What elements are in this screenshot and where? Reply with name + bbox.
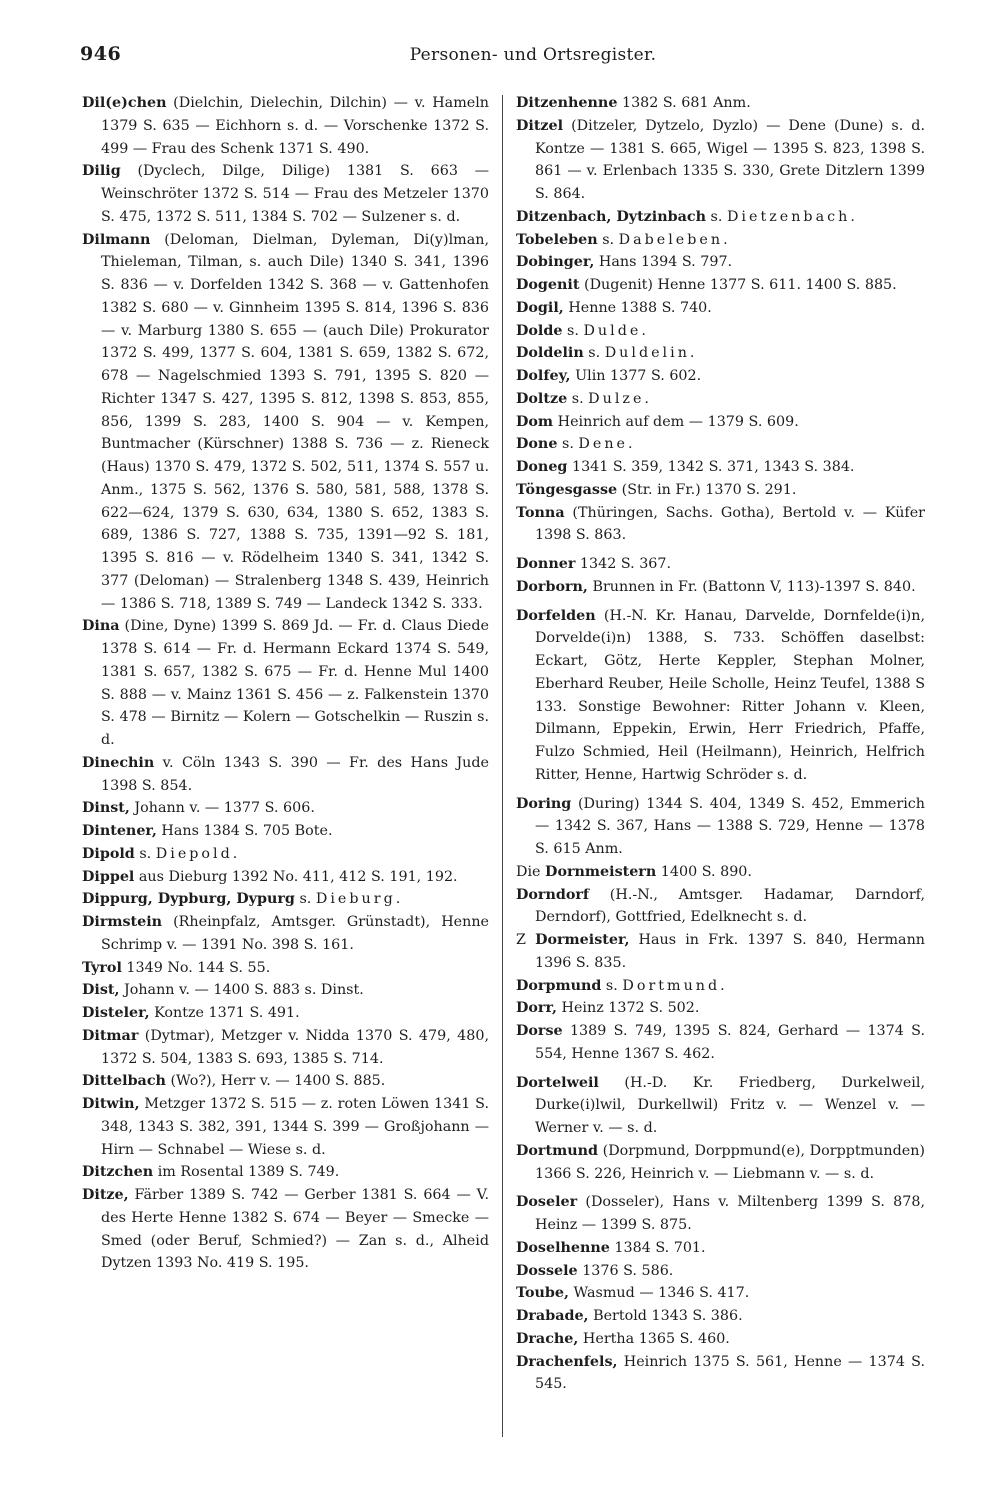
entry-text: Hans 1394 S. 797. <box>594 254 733 271</box>
entry-headword: Ditzchen <box>82 1164 154 1181</box>
index-entry <box>82 820 489 843</box>
index-entry <box>516 115 925 206</box>
page-header <box>80 43 926 71</box>
page-number: 946 <box>80 43 122 65</box>
index-entry <box>82 1161 489 1184</box>
entry-headword: Doneg <box>516 459 568 475</box>
entry-text: Brunnen in Fr. (Battonn V, 113)-1397 S. 840. <box>587 578 916 595</box>
entry-text: Heinz 1372 S. 502. <box>556 1000 700 1017</box>
entry-text: (Ditzeler, Dytzelo, Dyzlo) — Dene (Dune) s. d. Kontze — 1381 S. 665, Wigel — 1395 S. 823, 1398 S. 861 — v. Erlenbach 1335 S. 330, Grete Ditzlern 1399 S. 864. <box>535 117 925 202</box>
index-entry <box>516 320 925 343</box>
entry-headword: Tobeleben <box>516 231 598 248</box>
entry-text: Metzger 1372 S. 515 — z. roten Löwen 1341 S. 348, 1343 S. 382, 391, 1344 S. 399 — Großjohann — Hirn — Schnabel — Wiese s. d. <box>101 1096 489 1158</box>
index-entry <box>516 1191 925 1237</box>
entry-headword: Ditwin, <box>82 1096 140 1112</box>
index-entry <box>516 1140 925 1186</box>
entry-text: (Wo?), Herr v. — 1400 S. 885. <box>165 1073 386 1090</box>
index-entry <box>82 866 489 889</box>
entry-headword: Tonna <box>516 504 565 521</box>
entry-tail: . <box>723 231 728 248</box>
entry-headword: Drache, <box>516 1330 579 1347</box>
entry-headword: Dist, <box>82 982 120 999</box>
index-entry <box>82 797 489 820</box>
entry-text: (H.-D. Kr. Friedberg, Durkelweil, Durke(i)lwil, Durkellwil) Fritz v. — Wenzel v. — Werner v. — s. d. <box>535 1074 925 1136</box>
entry-crossref: Duldelin <box>604 345 690 362</box>
entry-headword: Dorse <box>516 1023 563 1039</box>
entry-headword: Ditzel <box>516 117 564 134</box>
entry-text: s. <box>134 845 156 862</box>
entry-crossref: Dortmund <box>622 977 721 994</box>
entry-text: s. <box>597 231 619 248</box>
entry-headword: Doldelin <box>516 345 584 362</box>
entry-headword: Doselhenne <box>516 1239 610 1256</box>
entry-headword: Dippel <box>82 868 135 885</box>
index-entry <box>82 229 489 616</box>
entry-tail: . <box>720 977 725 994</box>
entry-text: Kontze 1371 S. 491. <box>149 1005 300 1021</box>
entry-headword: Tyrol <box>82 959 122 976</box>
entry-text: (Dytmar), Metzger v. Nidda 1370 S. 479, 480, 1372 S. 504, 1383 S. 693, 1385 S. 714. <box>101 1027 489 1067</box>
entry-text: s. <box>557 436 579 453</box>
entry-tail: . <box>689 345 695 362</box>
entry-headword: Dorndorf <box>516 886 590 903</box>
entry-headword: Doring <box>516 795 572 812</box>
entry-headword: Ditmar <box>82 1027 139 1044</box>
entry-tail: . <box>641 322 646 339</box>
entry-text: Hans 1384 S. 705 Bote. <box>156 823 333 839</box>
entry-headword: Dintener, <box>82 823 157 839</box>
index-entry <box>516 553 925 576</box>
index-entry <box>516 605 925 787</box>
entry-prefix: Die <box>516 863 546 880</box>
entry-text: (Dosseler), Hans v. Miltenberg 1399 S. 878, Heinz — 1399 S. 875. <box>535 1194 925 1233</box>
entry-headword: Dirmstein <box>82 914 163 930</box>
entry-headword: Doseler <box>516 1194 578 1211</box>
index-entry <box>516 1260 925 1283</box>
entry-tail: . <box>850 208 855 225</box>
entry-crossref: Dulde <box>583 322 642 339</box>
entry-headword: Dipold <box>82 845 135 862</box>
index-entry <box>82 911 489 957</box>
index-entry <box>516 997 925 1020</box>
index-entry <box>516 411 925 434</box>
entry-text: (H.-N., Amtsger. Hadamar, Darndorf, Derndorf), Gottfried, Edelknecht s. d. <box>535 886 925 926</box>
column-divider <box>502 95 503 1437</box>
entry-headword: Disteler, <box>82 1005 150 1021</box>
entry-crossref: Dene <box>578 436 629 453</box>
index-entry <box>82 92 489 160</box>
entry-text: (H.-N. Kr. Hanau, Darvelde, Dornfelde(i)n, Dorvelde(i)n) 1388, S. 733. Schöffen daselbst: Eckart, Götz, Herte Keppler, Stephan Molner, Eberhard Reuber, Heile Scholle, Heinz Teufel, 1388 S 133. Sonstige Bewohner: Ritter Johann v. Kleen, Dilmann, Eppekin, Erwin, Herr Friedrich, Pfaffe, Fulzo Schmied, Heil (Heilmann), Heinrich, Helfrich Ritter, Henne, Hartwig Schröder s. d. <box>535 607 925 783</box>
index-entry <box>516 456 925 479</box>
entry-headword: Dogenit <box>516 277 580 293</box>
entry-headword: Ditzenbach, Dytzinbach <box>516 208 706 225</box>
entry-headword: Toube, <box>516 1285 569 1302</box>
entry-text: Heinrich 1375 S. 561, Henne — 1374 S. 545. <box>535 1353 925 1393</box>
entry-headword: Dorborn, <box>516 578 588 595</box>
entry-headword: Dippurg, Dypburg, Dypurg <box>82 891 295 908</box>
entry-text: Ulin 1377 S. 602. <box>570 368 702 384</box>
entry-text: 1376 S. 586. <box>577 1262 674 1279</box>
entry-text: Hertha 1365 S. 460. <box>578 1330 730 1347</box>
entry-headword: Dilig <box>82 163 121 180</box>
index-entry <box>516 388 925 411</box>
entry-text: (During) 1344 S. 404, 1349 S. 452, Emmerich — 1342 S. 367, Hans — 1388 S. 729, Henne — 1378 S. 615 Anm. <box>535 795 925 857</box>
entry-crossref: Dulze <box>588 390 645 407</box>
index-entry <box>516 1351 925 1397</box>
left-column <box>82 92 489 1275</box>
entry-text: 1349 No. 144 S. 55. <box>121 959 271 976</box>
entry-text: s. <box>567 390 589 407</box>
index-entry <box>516 975 925 998</box>
index-entry <box>82 615 489 752</box>
entry-text: (Thüringen, Sachs. Gotha), Bertold v. — Küfer 1398 S. 863. <box>535 504 925 544</box>
index-entry <box>516 1237 925 1260</box>
entry-headword: Drachenfels, <box>516 1353 618 1370</box>
entry-text: (Rheinpfalz, Amtsger. Grünstadt), Henne Schrimp v. — 1391 No. 398 S. 161. <box>101 914 489 953</box>
entry-headword: Ditze, <box>82 1187 129 1203</box>
index-entry <box>82 1002 489 1025</box>
index-entry <box>516 1328 925 1351</box>
entry-text: s. <box>562 322 584 339</box>
entry-text: 1384 S. 701. <box>609 1239 706 1256</box>
index-entry <box>516 1072 925 1140</box>
entry-headword: Dittelbach <box>82 1073 166 1090</box>
entry-headword: Dornmeistern <box>545 863 657 880</box>
entry-text: Haus in Frk. 1397 S. 840, Hermann 1396 S. 835. <box>535 932 925 971</box>
entry-headword: Dossele <box>516 1262 578 1279</box>
index-entry <box>516 1020 925 1066</box>
entry-text: Bertold 1343 S. 386. <box>588 1308 743 1324</box>
index-entry <box>516 884 925 930</box>
index-entry <box>516 793 925 861</box>
entry-headword: Dinechin <box>82 754 155 771</box>
index-entry <box>516 297 925 320</box>
entry-headword: Dina <box>82 618 120 635</box>
entry-text: v. Cöln 1343 S. 390 — Fr. des Hans Jude 1398 S. 854. <box>101 754 489 794</box>
entry-text: (Dugenit) Henne 1377 S. 611. 1400 S. 885. <box>579 277 897 293</box>
entry-tail: . <box>628 436 633 453</box>
entry-text: (Dorpmund, Dorppmund(e), Dorpptmunden) 1366 S. 226, Heinrich v. — Liebmann v. — s. d. <box>535 1142 925 1182</box>
index-entry <box>82 160 489 228</box>
entry-text: 1400 S. 890. <box>656 863 752 880</box>
index-entry <box>516 342 925 365</box>
index-entry <box>516 92 925 115</box>
entry-headword: Töngesgasse <box>516 481 618 498</box>
entry-headword: Dom <box>516 413 554 430</box>
index-entry <box>516 929 925 975</box>
entry-crossref: Diepold <box>155 845 233 862</box>
entry-headword: Dogil, <box>516 299 564 316</box>
entry-crossref: Dieburg <box>315 891 396 908</box>
index-entry <box>82 1093 489 1161</box>
index-entry <box>82 1025 489 1071</box>
entry-tail: . <box>395 891 401 908</box>
entry-headword: Doltze <box>516 390 568 407</box>
entry-tail: . <box>232 845 238 862</box>
entry-headword: Dinst, <box>82 800 130 817</box>
entry-text: Johann v. — 1377 S. 606. <box>129 800 315 817</box>
entry-headword: Dortmund <box>516 1142 598 1159</box>
entry-text: (Str. in Fr.) 1370 S. 291. <box>617 481 797 498</box>
entry-headword: Dorr, <box>516 1000 557 1017</box>
index-entry <box>82 752 489 798</box>
running-title: Personen- und Ortsregister. <box>409 45 657 65</box>
entry-headword: Dilmann <box>82 231 151 248</box>
entry-headword: Done <box>516 436 558 453</box>
entry-text: 1341 S. 359, 1342 S. 371, 1343 S. 384. <box>567 459 855 475</box>
entry-text: Johann v. — 1400 S. 883 s. Dinst. <box>119 982 364 999</box>
entry-crossref: Dietzenbach <box>726 208 851 225</box>
entry-text: aus Dieburg 1392 No. 411, 412 S. 191, 192. <box>134 868 458 885</box>
index-entry <box>82 1184 489 1275</box>
index-entry <box>82 843 489 866</box>
index-entry <box>516 229 925 252</box>
entry-tail: . <box>644 390 649 407</box>
entry-text: (Dine, Dyne) 1399 S. 869 Jd. — Fr. d. Claus Diede 1378 S. 614 — Fr. d. Hermann Eckard 1374 S. 549, 1381 S. 657, 1382 S. 675 — Fr. d. Henne Mul 1400 S. 888 — v. Mainz 1361 S. 456 — z. Falkenstein 1370 S. 478 — Birnitz — Kolern — Gotschelkin — Ruszin s. d. <box>101 618 489 748</box>
index-entry <box>82 888 489 911</box>
right-column <box>516 92 925 1396</box>
index-entry <box>82 1070 489 1093</box>
entry-headword: Dobinger, <box>516 254 595 271</box>
entry-headword: Donner <box>516 556 576 572</box>
entry-text: s. <box>601 977 623 994</box>
index-entry <box>516 365 925 388</box>
entry-text: 1342 S. 367. <box>575 556 672 572</box>
entry-headword: Ditzenhenne <box>516 95 618 111</box>
entry-prefix: Z <box>516 932 536 948</box>
entry-text: s. <box>294 891 316 908</box>
entry-headword: Dorpmund <box>516 977 602 994</box>
index-entry <box>516 274 925 297</box>
index-entry <box>516 502 925 548</box>
entry-text: (Dyclech, Dilge, Dilige) 1381 S. 663 — Weinschröter 1372 S. 514 — Frau des Metzeler 1370 S. 475, 1372 S. 511, 1384 S. 702 — Sulzener s. d. <box>101 163 489 225</box>
entry-text: 1382 S. 681 Anm. <box>617 95 751 111</box>
index-entry <box>516 576 925 599</box>
entry-text: Färber 1389 S. 742 — Gerber 1381 S. 664 — V. des Herte Henne 1382 S. 674 — Beyer — Smecke — Smed (oder Beruf, Schmied?) — Zan s. d., Alheid Dytzen 1393 No. 419 S. 195. <box>101 1187 489 1272</box>
index-entry <box>516 1282 925 1305</box>
index-entry <box>516 433 925 456</box>
entry-headword: Dorfelden <box>516 607 596 624</box>
entry-headword: Dil(e)chen <box>82 95 167 111</box>
entry-headword: Dolfey, <box>516 368 571 384</box>
index-entry <box>516 251 925 274</box>
entry-headword: Dormeister, <box>535 932 630 948</box>
entry-text: Heinrich auf dem — 1379 S. 609. <box>553 413 799 430</box>
entry-crossref: Dabeleben <box>618 231 724 248</box>
index-entry <box>516 861 925 884</box>
entry-text: (Deloman, Dielman, Dyleman, Di(y)lman, Thieleman, Tilman, s. auch Dile) 1340 S. 341, 1396 S. 836 — v. Dorfelden 1342 S. 368 — v. Gattenhofen 1382 S. 680 — v. Ginnheim 1395 S. 814, 1396 S. 836 — v. Marburg 1380 S. 655 — (auch Dile) Prokurator 1372 S. 499, 1377 S. 604, 1381 S. 659, 1382 S. 672, 678 — Nagelschmied 1393 S. 791, 1395 S. 820 — Richter 1347 S. 427, 1395 S. 812, 1398 S. 853, 855, 856, 1399 S. 283, 1400 S. 904 — v. Kempen, Buntmacher (Kürschner) 1388 S. 736 — z. Rieneck (Haus) 1370 S. 479, 1372 S. 502, 511, 1374 S. 557 u. Anm., 1375 S. 562, 1376 S. 580, 581, 588, 1378 S. 622—624, 1379 S. 630, 634, 1380 S. 652, 1383 S. 689, 1386 S. 727, 1388 S. 735, 1391—92 S. 181, 1395 S. 816 — v. Rödelheim 1340 S. 341, 1342 S. 377 (Deloman) — Stralenberg 1348 S. 439, Heinrich — 1386 S. 718, 1389 S. 749 — Landeck 1342 S. 333. <box>101 231 489 612</box>
entry-text: (Dielchin, Dielechin, Dilchin) — v. Hameln 1379 S. 635 — Eichhorn s. d. — Vorschenke 1372 S. 499 — Frau des Schenk 1371 S. 490. <box>101 95 489 157</box>
entry-text: Henne 1388 S. 740. <box>563 299 712 316</box>
index-entry <box>82 957 489 980</box>
index-entry <box>516 206 925 229</box>
entry-headword: Drabade, <box>516 1308 589 1324</box>
entry-headword: Dortelweil <box>516 1074 599 1091</box>
index-entry <box>82 979 489 1002</box>
entry-text: s. <box>705 208 727 225</box>
index-entry <box>516 1305 925 1328</box>
entry-headword: Dolde <box>516 322 563 339</box>
entry-text: 1389 S. 749, 1395 S. 824, Gerhard — 1374 S. 554, Henne 1367 S. 462. <box>535 1023 925 1062</box>
entry-text: s. <box>583 345 605 362</box>
entry-text: Wasmud — 1346 S. 417. <box>569 1285 750 1302</box>
entry-text: im Rosental 1389 S. 749. <box>153 1164 340 1181</box>
index-entry <box>516 479 925 502</box>
